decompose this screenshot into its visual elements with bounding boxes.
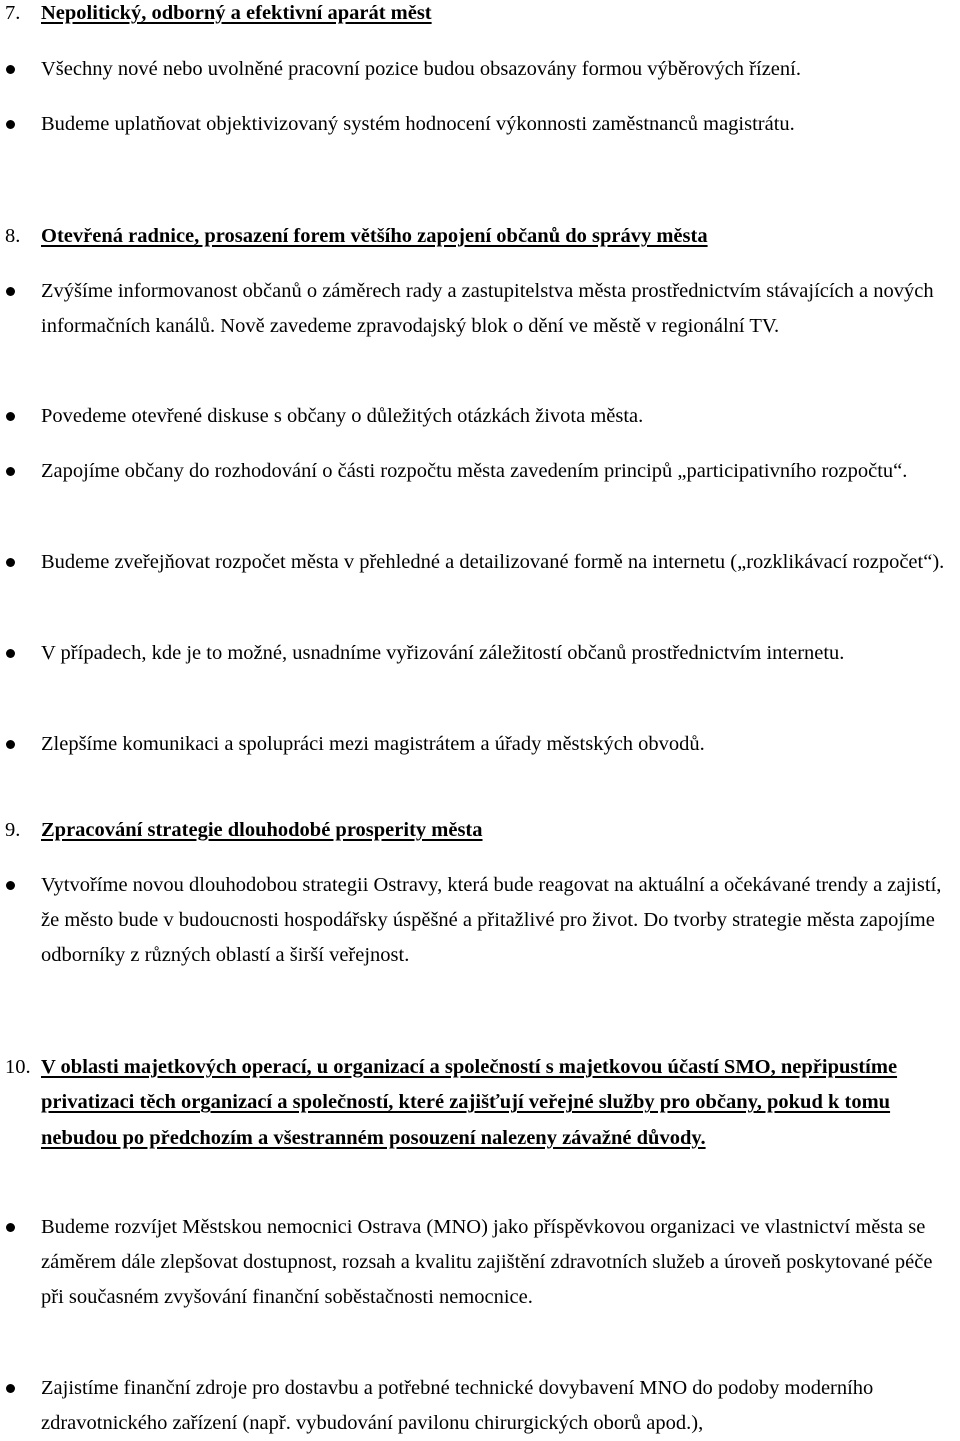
list-item-text: Zapojíme občany do rozhodování o části rozpočtu města zavedením principů „participativního rozpočtu“. <box>41 460 908 482</box>
list-item-text: Budeme rozvíjet Městskou nemocnici Ostrava (MNO) jako příspěvkovou organizaci ve vlastnictví města se záměrem dále zlepšovat dostupnost, rozsah a kvalitu zajištění zdravotních služeb a úroveň poskytované péče při současném zvyšování finanční soběstačnosti nemocnice. <box>41 1216 933 1308</box>
list-item-text: Všechny nové nebo uvolněné pracovní pozice budou obsazovány formou výběrových řízení. <box>41 58 801 80</box>
list-item-text: Zlepšíme komunikaci a spolupráci mezi magistrátem a úřady městských obvodů. <box>41 733 705 755</box>
bullet-icon <box>6 881 15 890</box>
section-title: V oblasti majetkových operací, u organizací a společností s majetkovou účastí SMO, nepřipustíme privatizaci těch organizací a společností, které zajišťují veřejné služby pro občany, pokud k tomu nebudou po předchozím a všestranném posouzení nalezeny závažné důvody. <box>41 1056 898 1149</box>
list-item-text: Budeme zveřejňovat rozpočet města v přehledné a detailizované formě na internetu („rozklikávací rozpočet“). <box>41 551 945 573</box>
bullet-icon <box>6 1223 15 1232</box>
list-item-text: V případech, kde je to možné, usnadníme vyřizování záležitostí občanů prostřednictvím internetu. <box>41 642 845 664</box>
bullet-icon <box>6 120 15 129</box>
section-number: 10. <box>5 1056 31 1078</box>
bullet-icon <box>6 467 15 476</box>
section-title: Zpracování strategie dlouhodobé prosperity města <box>41 819 483 841</box>
section-number: 8. <box>5 225 21 247</box>
list-item-text: Zajistíme finanční zdroje pro dostavbu a potřebné technické dovybavení MNO do podoby moderního zdravotnického zařízení (např. vybudování pavilonu chirurgických oborů apod.), <box>41 1377 874 1434</box>
bullet-icon <box>6 740 15 749</box>
list-item-text: Povedeme otevřené diskuse s občany o důležitých otázkách života města. <box>41 405 644 427</box>
section-title: Otevřená radnice, prosazení forem většího zapojení občanů do správy města <box>41 225 708 247</box>
bullet-icon <box>6 649 15 658</box>
list-item-text: Zvýšíme informovanost občanů o záměrech rady a zastupitelstva města prostřednictvím stávajících a nových informačních kanálů. Nově zavedeme zpravodajský blok o dění ve městě v regionální TV. <box>41 280 934 337</box>
section-number: 7. <box>5 2 21 24</box>
section-number: 9. <box>5 819 21 841</box>
bullet-icon <box>6 412 15 421</box>
section-title: Nepolitický, odborný a efektivní aparát měst <box>41 2 432 24</box>
bullet-icon <box>6 558 15 567</box>
bullet-icon <box>6 65 15 74</box>
bullet-icon <box>6 1384 15 1393</box>
list-item-text: Vytvoříme novou dlouhodobou strategii Ostravy, která bude reagovat na aktuální a očekávané trendy a zajistí, že město bude v budoucnosti hospodářsky úspěšné a přitažlivé pro život. Do tvorby strategie města zapojíme odborníky z různých oblastí a širší veřejnost. <box>41 874 942 966</box>
list-item-text: Budeme uplatňovat objektivizovaný systém hodnocení výkonnosti zaměstnanců magistrátu. <box>41 113 795 135</box>
bullet-icon <box>6 287 15 296</box>
